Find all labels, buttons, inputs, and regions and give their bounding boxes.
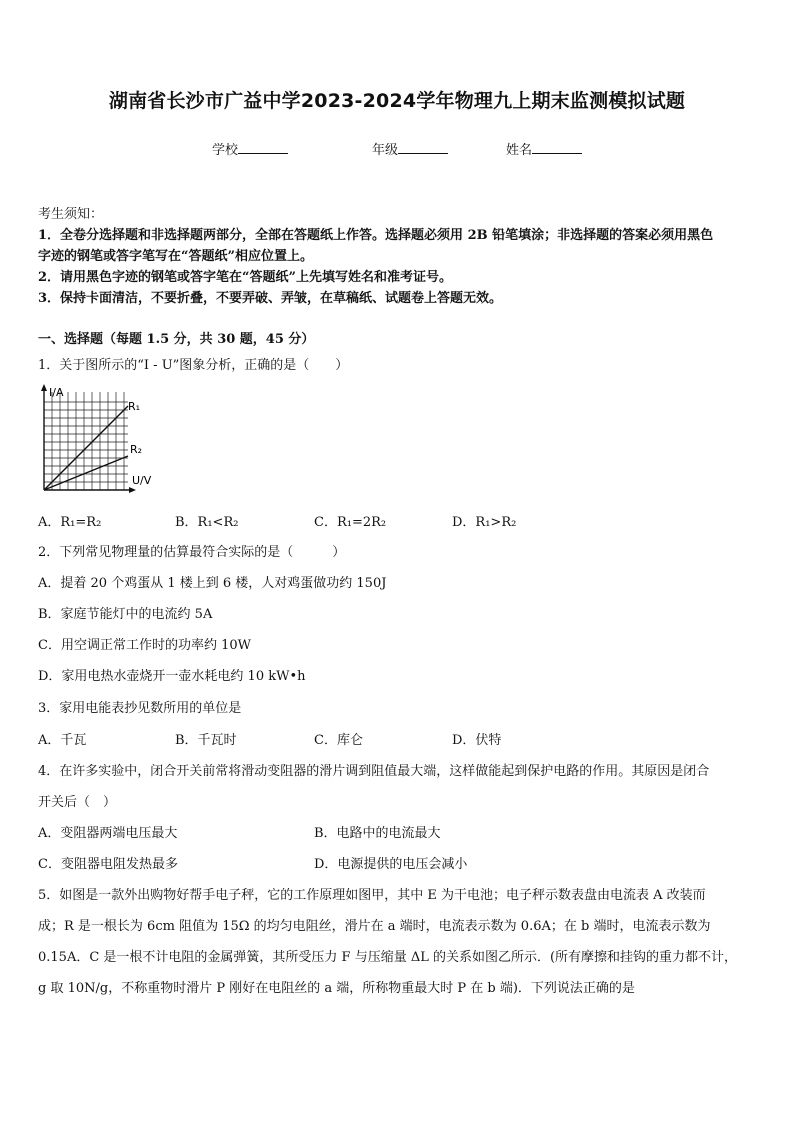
- iu-graph: [30, 382, 170, 500]
- graph-grid: [44, 392, 128, 490]
- page-title: 湖南省长沙市广益中学2023-2024学年物理九上期末监测模拟试题: [108, 90, 686, 112]
- grade-blank[interactable]: [398, 142, 448, 154]
- q1-option-b[interactable]: B．R₁<R₂: [175, 515, 239, 530]
- y-axis-label: I/A: [49, 386, 64, 399]
- q4-option-b[interactable]: B．电路中的电流最大: [314, 826, 441, 841]
- q3-option-d[interactable]: D．伏特: [452, 733, 502, 748]
- section-heading: 一、选择题（每题 1.5 分，共 30 题，45 分）: [38, 332, 315, 347]
- q4-option-d[interactable]: D．电源提供的电压会减小: [314, 857, 468, 872]
- r2-label: R₂: [130, 443, 143, 456]
- question-2-stem: 2．下列常见物理量的估算最符合实际的是（ ）: [38, 545, 346, 560]
- question-5-stem-line-2: 成；R 是一根长为 6cm 阻值为 15Ω 的均匀电阻丝，滑片在 a 端时，电流表示数为 0.6A；在 b 端时，电流表示数为: [38, 919, 711, 934]
- question-3-stem: 3．家用电能表抄见数所用的单位是: [38, 701, 242, 716]
- grade-label: 年级: [372, 143, 399, 158]
- question-5-stem-line-3: 0.15A．C 是一根不计电阻的金属弹簧，其所受压力 F 与压缩量 ΔL 的关系如图乙所示．(所有摩擦和挂钩的重力都不计，: [38, 950, 738, 965]
- notice-line-2: 字迹的钢笔或答字笔写在“答题纸”相应位置上。: [38, 249, 313, 264]
- notice-heading: 考生须知：: [38, 207, 104, 222]
- school-label: 学校: [212, 143, 239, 158]
- name-field: [506, 139, 582, 158]
- x-axis-label: U/V: [132, 474, 152, 487]
- school-blank[interactable]: [238, 142, 288, 154]
- q4-option-c[interactable]: C．变阻器电阻发热最多: [38, 857, 178, 872]
- q2-option-a[interactable]: A．提着 20 个鸡蛋从 1 楼上到 6 楼，人对鸡蛋做功约 150J: [38, 576, 387, 591]
- q4-option-a[interactable]: A．变阻器两端电压最大: [38, 826, 178, 841]
- notice-line-3: 2．请用黑色字迹的钢笔或答字笔在“答题纸”上先填写姓名和准考证号。: [38, 270, 453, 285]
- question-4-stem-line-2: 开关后（ ）: [38, 795, 117, 810]
- name-label: 姓名: [506, 143, 533, 158]
- grade-field: [372, 139, 448, 158]
- school-field: [212, 139, 288, 158]
- question-1-stem: 1．关于图所示的“I - U”图象分析，正确的是（ ）: [38, 358, 349, 373]
- q1-option-a[interactable]: A．R₁=R₂: [38, 515, 102, 530]
- notice-line-4: 3．保持卡面清洁，不要折叠，不要弄破、弄皱，在草稿纸、试题卷上答题无效。: [38, 291, 503, 306]
- r1-label: R₁: [128, 400, 141, 413]
- q2-option-d[interactable]: D．家用电热水壶烧开一壶水耗电约 10 kW•h: [38, 669, 306, 684]
- q2-option-c[interactable]: C．用空调正常工作时的功率约 10W: [38, 638, 251, 653]
- line-r2: [44, 456, 128, 490]
- question-4-stem-line-1: 4．在许多实验中，闭合开关前常将滑动变阻器的滑片调到阻值最大端，这样做能起到保护电路的作用。其原因是闭合: [38, 764, 710, 779]
- q3-option-b[interactable]: B．千瓦时: [175, 733, 237, 748]
- q3-option-c[interactable]: C．库仑: [314, 733, 363, 748]
- notice-line-1: 1．全卷分选择题和非选择题两部分，全部在答题纸上作答。选择题必须用 2B 铅笔填涂；非选择题的答案必须用黑色: [38, 228, 714, 243]
- name-blank[interactable]: [532, 142, 582, 154]
- x-axis-arrow: [129, 487, 136, 493]
- y-axis-arrow: [41, 384, 47, 391]
- q1-option-c[interactable]: C．R₁=2R₂: [314, 515, 387, 530]
- question-5-stem-line-1: 5．如图是一款外出购物好帮手电子秤，它的工作原理如图甲，其中 E 为干电池；电子秤示数表盘由电流表 A 改装而: [38, 888, 706, 903]
- question-5-stem-line-4: g 取 10N/g，不称重物时滑片 P 刚好在电阻丝的 a 端，所称物重最大时 P 在 b 端)．下列说法正确的是: [38, 981, 635, 996]
- q2-option-b[interactable]: B．家庭节能灯中的电流约 5A: [38, 607, 213, 622]
- q1-option-d[interactable]: D．R₁>R₂: [452, 515, 517, 530]
- line-r1: [44, 406, 128, 490]
- q3-option-a[interactable]: A．千瓦: [38, 733, 87, 748]
